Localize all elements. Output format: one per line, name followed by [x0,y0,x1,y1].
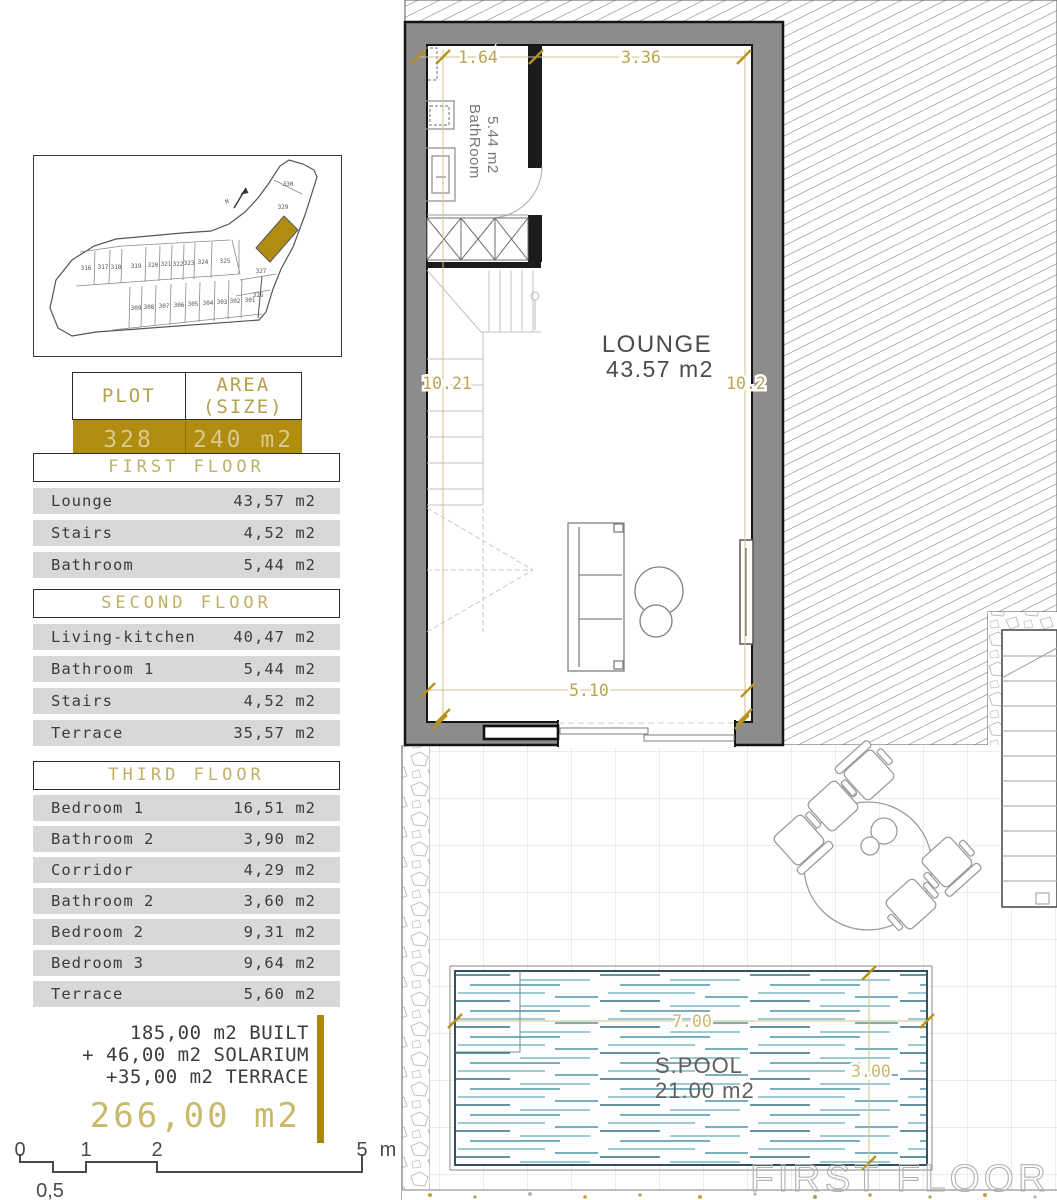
room-name: Living-kitchen [51,628,196,646]
table-row [33,857,340,883]
room-name: Bedroom 1 [51,799,144,817]
dimension-top-left: 1.64 [458,48,498,67]
closet-bottom-wall [427,262,541,268]
pool-area-label: 21.00 m2 [655,1078,755,1103]
room-name: Terrace [51,985,124,1003]
plot-area-cell: 240 m2 [185,420,301,460]
closet-side-wall [528,215,542,262]
table-row [33,656,340,682]
room-area: 40,47 m2 [233,628,316,646]
svg-text:307: 307 [158,303,170,310]
room-name: Bathroom 2 [51,830,155,848]
svg-text:323: 323 [183,260,195,267]
scale-tick-0: 0 [14,1140,26,1161]
room-name: Corridor [51,861,134,879]
sofa [568,523,624,671]
lounge-area-label: 43.57 m2 [606,356,714,382]
lounge-name-label: LOUNGE [601,331,713,358]
room-name: Lounge [51,492,113,510]
svg-text:319: 319 [130,263,142,270]
table-row [33,688,340,714]
room-area: 5,44 m2 [243,556,316,574]
pool-height-dimension: 3.00 [851,1062,891,1081]
third-floor-table [33,761,340,1007]
svg-text:318: 318 [110,264,122,271]
scale-unit: m [379,1140,397,1161]
site-plan-inset [33,155,342,357]
room-name: Bedroom 2 [51,923,144,941]
table-row [33,981,340,1007]
room-area: 35,57 m2 [233,724,316,742]
table-row [33,826,340,852]
svg-text:302: 302 [229,298,241,305]
room-name: Bedroom 3 [51,954,144,972]
north-arrow [223,188,249,208]
table-row [33,888,340,914]
svg-text:316: 316 [80,265,92,272]
table-row [33,950,340,976]
room-name: Terrace [51,724,124,742]
room-area: 5,60 m2 [243,985,316,1003]
scale-bar [0,1140,420,1200]
room-area: 16,51 m2 [233,799,316,817]
dimension-top-right: 3.36 [621,48,661,67]
built-area-line: 185,00 m2 BUILT [129,1022,309,1044]
table-row [33,795,340,821]
room-area: 5,44 m2 [243,660,316,678]
svg-text:317: 317 [97,264,109,271]
site-plan-map [34,156,341,356]
floor-title-watermark: FIRST FLOOR [750,1158,1050,1200]
area-totals [33,1022,309,1088]
total-area: 266,00 m2 [89,1096,301,1136]
table-row [33,919,340,945]
room-area: 4,52 m2 [243,524,316,542]
swimming-pool [448,966,934,1170]
svg-text:306: 306 [173,302,185,309]
svg-text:324: 324 [197,259,209,266]
gold-accent-bar [317,1015,324,1143]
svg-text:329: 329 [277,204,289,211]
garden-steps [1002,630,1057,907]
third-floor-title: THIRD FLOOR [33,761,340,790]
table-row [33,520,340,546]
svg-text:330: 330 [282,181,294,188]
svg-text:326: 326 [252,292,264,299]
first-floor-title: FIRST FLOOR [33,453,340,482]
svg-text:303: 303 [216,299,228,306]
room-area: 9,31 m2 [243,923,316,941]
svg-text:301: 301 [244,297,256,304]
svg-text:320: 320 [147,262,159,269]
second-floor-title: SECOND FLOOR [33,589,340,618]
first-floor-table [33,453,340,578]
solarium-area-line: + 46,00 m2 SOLARIUM [82,1044,309,1066]
svg-text:304: 304 [202,300,214,307]
room-name: Stairs [51,692,113,710]
room-area: 9,64 m2 [243,954,316,972]
room-name: Bathroom 2 [51,892,155,910]
north-label: N [223,197,231,206]
bathroom-area-label: 5.44 m2 [484,116,501,174]
dimension-left: 10.21 [422,374,472,393]
room-name: Bathroom 1 [51,660,155,678]
plot-number-cell: 328 [73,420,186,460]
pool-width-dimension: 7.00 [672,1012,712,1031]
room-area: 4,29 m2 [243,861,316,879]
terrace-area-line: +35,00 m2 TERRACE [106,1066,309,1088]
table-row [33,552,340,578]
scale-half-label: 0,5 [36,1180,64,1200]
room-area: 3,60 m2 [243,892,316,910]
svg-text:327: 327 [255,268,267,275]
second-floor-table [33,589,340,746]
scale-tick-2: 2 [151,1140,163,1161]
closet [427,218,528,260]
room-area: 43,57 m2 [233,492,316,510]
table-row [33,624,340,650]
plot-header-cell: PLOT [73,373,186,420]
table-row [33,488,340,514]
dimension-right: 10.2 [726,374,766,393]
area-header-cell: AREA (SIZE) [185,373,301,420]
scale-tick-5: 5 [356,1140,368,1161]
bathroom-name-label: BathRoom [466,104,483,179]
svg-text:308: 308 [143,304,155,311]
table-row [33,720,340,746]
plot-area-table [72,372,302,459]
dimension-bottom: 5.10 [569,681,609,700]
svg-text:322: 322 [172,261,184,268]
room-name: Bathroom [51,556,134,574]
svg-text:325: 325 [219,258,231,265]
room-area: 4,52 m2 [243,692,316,710]
pool-name-label: S.POOL [655,1053,743,1078]
svg-text:309: 309 [130,305,142,312]
floor-plan-drawing [398,0,1057,1200]
svg-text:305: 305 [187,301,199,308]
scale-tick-1: 1 [80,1140,92,1161]
room-name: Stairs [51,524,113,542]
room-area: 3,90 m2 [243,830,316,848]
svg-text:321: 321 [160,261,172,268]
